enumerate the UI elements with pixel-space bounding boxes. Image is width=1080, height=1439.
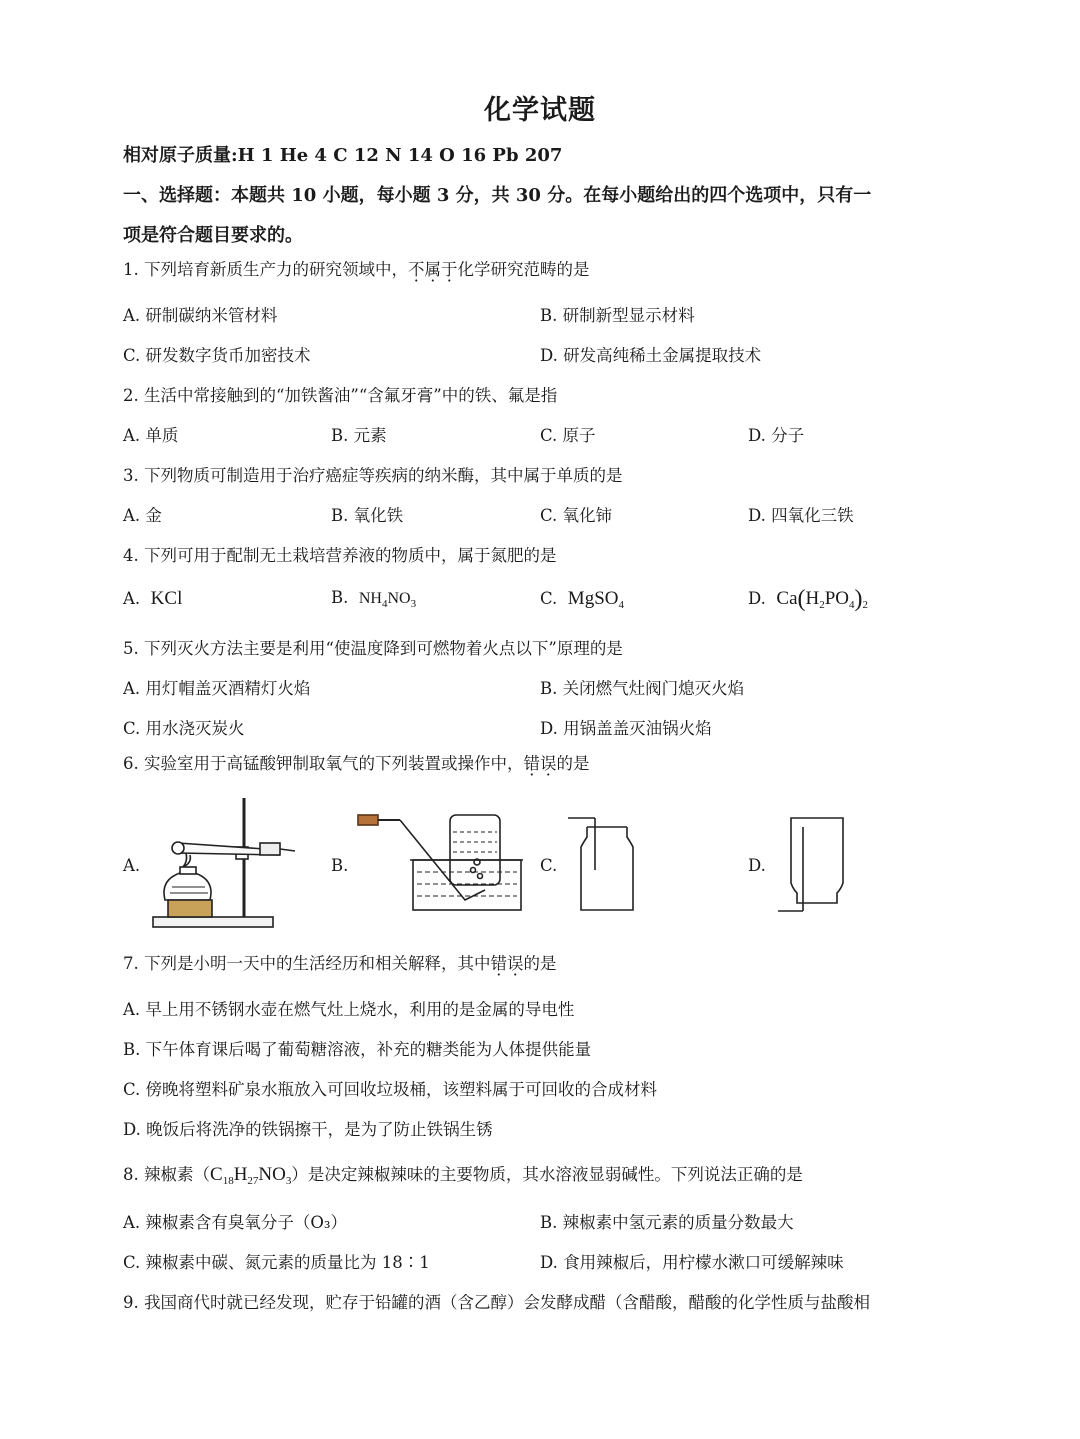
- question-9-stem: 9. 我国商代时就已经发现，贮存于铅罐的酒（含乙醇）会发酵成醋（含醋酸，醋酸的化学性质与盐酸相: [123, 1293, 870, 1312]
- question-8-option-a: A. 辣椒素含有臭氧分子（O₃）: [123, 1213, 348, 1232]
- question-8-option-b: B. 辣椒素中氢元素的质量分数最大: [540, 1213, 794, 1232]
- question-4-option-c: C. MgSO$_4$: [540, 588, 624, 611]
- question-2-option-a: A. 单质: [123, 426, 179, 445]
- apparatus-d-inverted-bottle: [775, 815, 850, 915]
- question-8-stem: 8. 辣椒素$(C_{18}H_{27}NO_3)$是决定辣椒辣味的主要物质，其水溶液显弱碱性。下列说法正确的是: [123, 1164, 803, 1187]
- question-6-option-b-label: B.: [331, 856, 349, 875]
- question-5-option-d: D. 用锅盖盖灭油锅火焰: [540, 719, 712, 738]
- question-2-stem: 2. 生活中常接触到的“加铁酱油”“含氟牙膏”中的铁、氟是指: [123, 386, 558, 405]
- question-4-stem: 4. 下列可用于配制无土栽培营养液的物质中，属于氮肥的是: [123, 546, 557, 565]
- section-heading-line1: 一、选择题：本题共 10 小题，每小题 3 分，共 30 分。在每小题给出的四个选项中，只有一: [123, 185, 872, 206]
- question-3-option-c: C. 氧化铈: [540, 506, 613, 525]
- question-3-option-d: D. 四氧化三铁: [748, 506, 854, 525]
- apparatus-b-water-collection: [355, 810, 525, 915]
- question-1-option-c: C. 研发数字货币加密技术: [123, 346, 311, 365]
- atomic-mass-line: 相对原子质量:H 1 He 4 C 12 N 14 O 16 Pb 207: [123, 145, 563, 166]
- question-6-option-c-label: C.: [540, 856, 558, 875]
- question-6-option-a-label: A.: [123, 856, 141, 875]
- question-7-option-c: C. 傍晚将塑料矿泉水瓶放入可回收垃圾桶，该塑料属于可回收的合成材料: [123, 1080, 658, 1099]
- page-title: 化学试题: [484, 95, 596, 126]
- question-1-option-b: B. 研制新型显示材料: [540, 306, 695, 325]
- question-1-stem: 1. 下列培育新质生产力的研究领域中，不属于化学研究范畴的是: [123, 260, 590, 279]
- apparatus-a-heating-tube: [150, 795, 300, 935]
- question-4-option-a: A. KCl: [123, 588, 183, 609]
- question-4-option-b: B. $NH_4NO_3$: [331, 588, 417, 610]
- question-7-option-a: A. 早上用不锈钢水壶在燃气灶上烧水，利用的是金属的导电性: [123, 1000, 575, 1019]
- question-4-option-d: D. $Ca(H_2PO_4)_2$: [748, 586, 869, 612]
- question-1-option-a: A. 研制碳纳米管材料: [123, 306, 278, 325]
- question-5-option-c: C. 用水浇灭炭火: [123, 719, 245, 738]
- question-2-option-b: B. 元素: [331, 426, 387, 445]
- question-5-option-a: A. 用灯帽盖灭酒精灯火焰: [123, 679, 311, 698]
- question-7-stem: 7. 下列是小明一天中的生活经历和相关解释，其中错误的是: [123, 954, 557, 973]
- question-6-option-d-label: D.: [748, 856, 766, 875]
- question-5-option-b: B. 关闭燃气灶阀门熄灭火焰: [540, 679, 745, 698]
- question-7-option-b: B. 下午体育课后喝了葡萄糖溶液，补充的糖类能为人体提供能量: [123, 1040, 592, 1059]
- question-6-stem: 6. 实验室用于高锰酸钾制取氧气的下列装置或操作中，错误的是: [123, 754, 590, 773]
- question-3-option-a: A. 金: [123, 506, 162, 525]
- question-3-option-b: B. 氧化铁: [331, 506, 404, 525]
- question-2-option-d: D. 分子: [748, 426, 805, 445]
- question-8-option-c: C. 辣椒素中碳、氮元素的质量比为 18∶1: [123, 1253, 430, 1272]
- question-2-option-c: C. 原子: [540, 426, 596, 445]
- question-3-stem: 3. 下列物质可制造用于治疗癌症等疾病的纳米酶，其中属于单质的是: [123, 466, 623, 485]
- section-heading-line2: 项是符合题目要求的。: [123, 225, 303, 246]
- question-7-option-d: D. 晚饭后将洗净的铁锅擦干，是为了防止铁锅生锈: [123, 1120, 493, 1139]
- question-8-option-d: D. 食用辣椒后，用柠檬水漱口可缓解辣味: [540, 1253, 844, 1272]
- question-5-stem: 5. 下列灭火方法主要是利用“使温度降到可燃物着火点以下”原理的是: [123, 639, 623, 658]
- apparatus-c-gas-bottle: [565, 815, 640, 915]
- question-1-option-d: D. 研发高纯稀土金属提取技术: [540, 346, 762, 365]
